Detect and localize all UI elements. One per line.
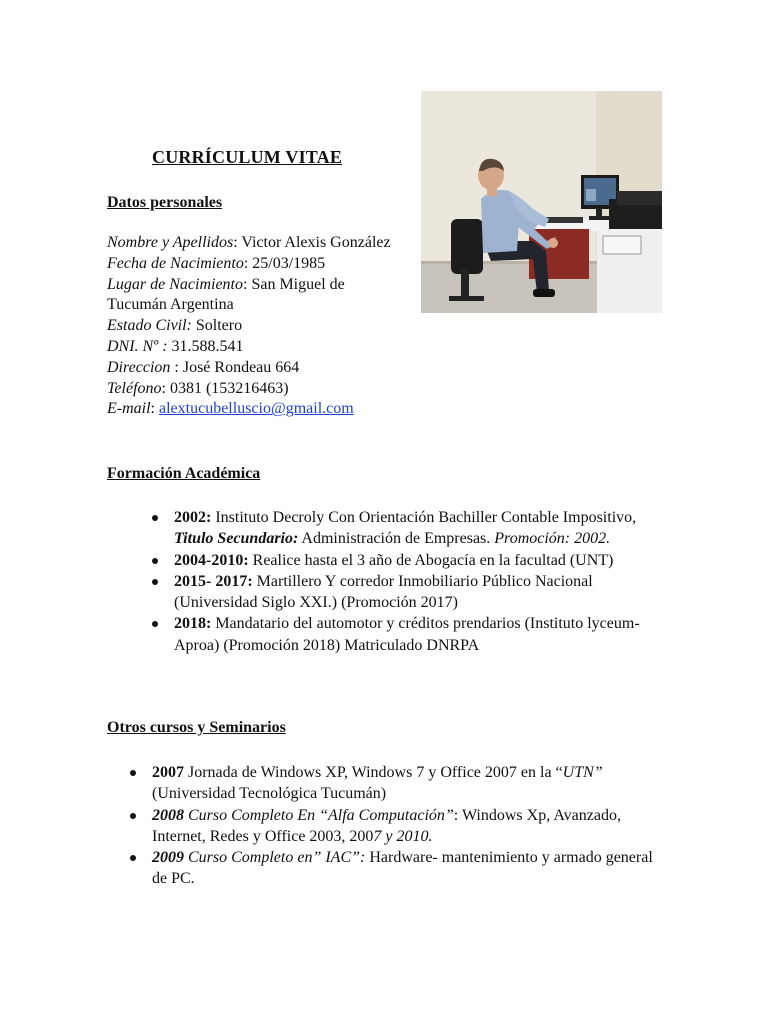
course-text: : Windows Xp, Avanzado, Internet, Redes y Office 2003, 200 xyxy=(152,806,621,845)
course-text: (Universidad Tecnológica Tucumán) xyxy=(152,785,387,803)
education-text: Martillero Y corredor Inmobiliario Público Nacional (Universidad Siglo XXI.) (Promoción 2017) xyxy=(174,572,593,612)
education-item xyxy=(174,507,644,550)
address-line xyxy=(107,358,407,379)
education-text: Administración de Empresas. xyxy=(298,530,495,548)
course-year: 2008 xyxy=(152,806,184,824)
personal-data-heading: Datos personales xyxy=(107,194,223,211)
education-text: Mandatario del automotor y créditos prendarios (Instituto lyceum- Aproa) (Promoción 2018) Matriculado DNRPA xyxy=(174,615,640,654)
phone-label: Teléfono xyxy=(107,379,162,397)
education-year: 2018: xyxy=(174,615,212,633)
civil-status-line xyxy=(107,316,407,337)
education-promotion: Promoción: 2002. xyxy=(494,530,611,548)
page-title: CURRÍCULUM VITAE xyxy=(152,147,343,167)
education-list xyxy=(174,507,644,656)
course-text: Jornada de Windows XP, Windows 7 y Office 2007 en la “ xyxy=(184,764,563,781)
birth-place-value: : San Miguel de Tucumán Argentina xyxy=(107,275,345,314)
bullet-icon xyxy=(130,813,136,819)
course-item xyxy=(152,847,662,890)
email-label: E-mail xyxy=(107,400,151,418)
education-year: 2002: xyxy=(174,509,212,526)
bullet-icon xyxy=(152,579,158,585)
education-heading: Formación Académica xyxy=(107,465,261,482)
education-item xyxy=(174,571,644,614)
education-item xyxy=(174,550,644,571)
profile-photo xyxy=(421,91,662,313)
phone-value: : 0381 (153216463) xyxy=(161,379,289,397)
bullet-icon xyxy=(152,621,158,627)
courses-heading: Otros cursos y Seminarios xyxy=(107,719,286,736)
course-item xyxy=(152,762,662,805)
birth-place-line xyxy=(107,275,407,317)
phone-line xyxy=(107,379,407,400)
course-year: 2009 xyxy=(152,849,184,867)
bullet-icon xyxy=(130,855,136,861)
education-text: Instituto Decroly Con Orientación Bachiller Contable Impositivo, xyxy=(211,509,637,526)
civil-status-label: Estado Civil: xyxy=(107,317,192,335)
education-emphasis: Titulo Secundario: xyxy=(174,530,299,548)
birth-date-label: Fecha de Nacimiento xyxy=(107,254,244,272)
email-separator: : xyxy=(150,400,159,418)
dni-line xyxy=(107,337,407,358)
address-value: : José Rondeau 664 xyxy=(170,358,300,376)
course-text-italic: 7 y 2010. xyxy=(373,827,433,845)
dni-value: 31.588.541 xyxy=(167,337,244,355)
birth-date-line xyxy=(107,254,407,275)
education-year: 2004-2010: xyxy=(174,551,249,569)
bullet-icon xyxy=(152,558,158,564)
name-value: : Victor Alexis González xyxy=(233,234,391,251)
course-institution: UTN” xyxy=(562,764,603,781)
course-text: Hardware- mantenimiento y armado general de PC. xyxy=(152,849,653,888)
bullet-icon xyxy=(152,515,158,521)
name-label: Nombre y Apellidos xyxy=(107,234,234,251)
bullet-icon xyxy=(130,770,136,776)
courses-list xyxy=(152,762,662,890)
name-line xyxy=(107,233,407,254)
birth-place-label: Lugar de Nacimiento xyxy=(107,275,243,293)
personal-data-block xyxy=(107,233,407,420)
address-label: Direccion xyxy=(107,358,171,376)
education-year: 2015- 2017: xyxy=(174,572,253,590)
course-year: 2007 xyxy=(152,764,184,781)
email-link[interactable]: alextucubelluscio@gmail.com xyxy=(159,400,354,418)
education-text: Realice hasta el 3 año de Abogacía en la facultad (UNT) xyxy=(248,551,614,569)
birth-date-value: : 25/03/1985 xyxy=(243,254,326,272)
dni-label: DNI. Nº : xyxy=(107,337,168,355)
email-line xyxy=(107,399,407,420)
civil-status-value: Soltero xyxy=(191,317,243,335)
course-item xyxy=(152,805,662,848)
education-item xyxy=(174,613,644,656)
course-title: Curso Completo en” IAC”: xyxy=(184,849,366,867)
course-title: Curso Completo En “Alfa Computación” xyxy=(184,806,454,824)
